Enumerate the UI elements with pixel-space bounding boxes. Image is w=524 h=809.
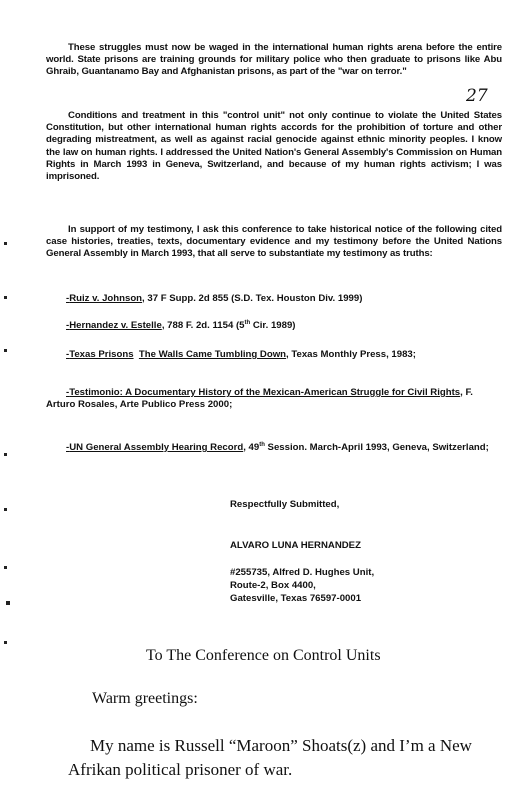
citation-title: Texas Prisons xyxy=(69,349,134,360)
citation-title: - xyxy=(66,442,70,453)
citation-title: - xyxy=(66,349,70,360)
citation-title: Hernandez v. Estelle xyxy=(69,320,162,331)
letter-body: My name is Russell “Maroon” Shoats(z) and I’m a New Afrikan political prisoner of war. xyxy=(68,736,472,779)
paragraph-text: In support of my testimony, I ask this conference to take historical notice of the following cited case histories, treaties, texts, documentary evidence and my testimony before the United Nations General Assembly in March 1993, that all serve to substantiate my testimony as truths: xyxy=(46,224,502,260)
citation-detail: , 37 F Supp. 2d 855 (S.D. Tex. Houston Div. 1999) xyxy=(142,293,363,304)
citation-detail: , F. Arturo Rosales, Arte Publico Press 2000; xyxy=(46,387,473,411)
scan-mark xyxy=(4,349,7,352)
citation-5 xyxy=(46,442,502,454)
paragraph-1 xyxy=(46,42,502,79)
citation-title: - xyxy=(66,320,70,331)
closing: Respectfully Submitted, xyxy=(230,499,340,510)
citation-title: - xyxy=(66,293,70,304)
citation-sup: th xyxy=(259,441,265,448)
citation-detail: , 788 F. 2d. 1154 (5 xyxy=(161,320,245,331)
address-line: Gatesville, Texas 76597-0001 xyxy=(230,593,362,604)
citation-detail: Session. March-April 1993, Geneva, Switzerland; xyxy=(264,442,489,453)
paragraph-text: Conditions and treatment in this "control unit" not only continue to violate the United States Constitution, but other international human rights accords for the prohibition of torture and other degrading mistreatment, as well as against racial genocide against ethnic minority peoples. I know the law on human rights. I addressed the United Nation's General Assembly's Commission on Human Rights in March 1993 in Geneva, Switzerland, and because of my human rights activism; I was imprisoned. xyxy=(46,110,502,183)
paragraph-text: These struggles must now be waged in the international human rights arena before the entire world. State prisons are training grounds for military police who then graduate to prisons like Abu Ghraib, Guantanamo Bay and Afghanistan prisons, as part of the "war on terror." xyxy=(46,42,502,78)
letter-greeting: Warm greetings: xyxy=(92,690,198,707)
paragraph-2 xyxy=(46,110,502,183)
citation-3 xyxy=(46,349,502,361)
scan-mark xyxy=(4,242,7,245)
citation-detail: Cir. 1989) xyxy=(250,320,296,331)
letter-heading: To The Conference on Control Units xyxy=(146,647,381,664)
scan-mark xyxy=(4,566,7,569)
citation-title: UN General Assembly Hearing Record xyxy=(69,442,244,453)
citation-detail: , 49 xyxy=(243,442,260,453)
citation-4 xyxy=(46,387,502,412)
scan-mark xyxy=(4,453,7,456)
scan-mark xyxy=(6,601,10,605)
citation-title: Ruiz v. Johnson xyxy=(69,293,143,304)
citation-1 xyxy=(46,293,502,305)
scan-mark xyxy=(4,296,7,299)
citation-sup: th xyxy=(244,319,251,326)
citation-detail: , Texas Monthly Press, 1983; xyxy=(286,349,416,360)
paragraph-3 xyxy=(46,224,502,261)
scan-mark xyxy=(4,641,7,644)
citation-title: The Walls Came Tumbling Down xyxy=(138,349,287,360)
signatory-name: ALVARO LUNA HERNANDEZ xyxy=(230,540,361,551)
page-number: 27 xyxy=(466,86,488,106)
address-line: Route-2, Box 4400, xyxy=(230,580,316,591)
scan-mark xyxy=(4,508,7,511)
citation-2 xyxy=(46,320,502,332)
citation-title: - xyxy=(66,387,70,398)
citation-title: Testimonio: A Documentary History of the Mexican-American Struggle for Civil Rights xyxy=(69,387,461,398)
address-line: #255735, Alfred D. Hughes Unit, xyxy=(230,567,375,578)
